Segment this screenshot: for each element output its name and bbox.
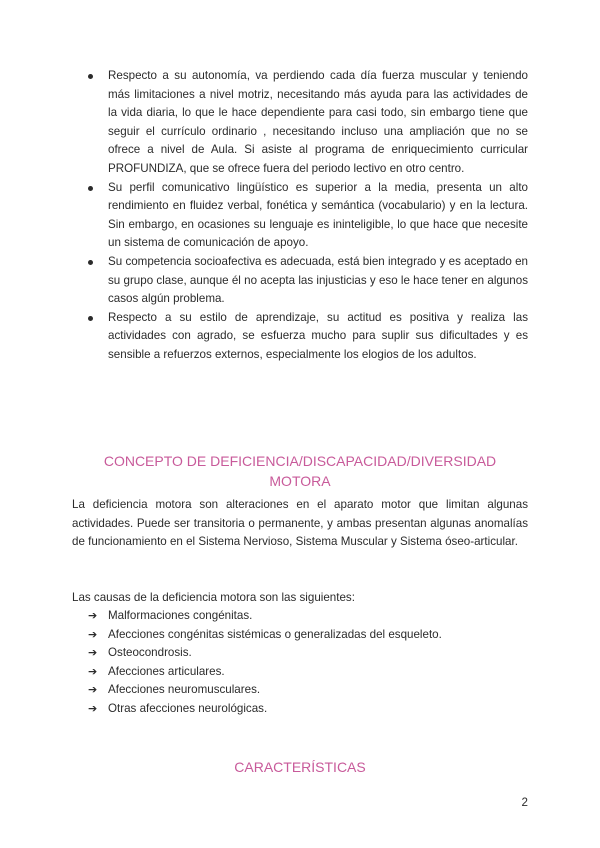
list-item: Su perfil comunicativo lingüístico es superior a la media, presenta un alto rendimiento en fluidez verbal, fonética y semántica (vocabulario) y en la lectura. Sin embargo, en ocasiones su lenguaje es ininteligible, lo que hace que necesite un sistema de comunicación de apoyo. [88,179,528,253]
bullet-icon [88,316,93,321]
list-item: ➔ Osteocondrosis. [88,644,528,663]
arrow-right-icon: ➔ [88,610,98,622]
list-item: ➔ Otras afecciones neurológicas. [88,700,528,719]
list-item: ➔ Afecciones neuromusculares. [88,681,528,700]
bullet-icon [88,74,93,79]
list-item: ➔ Afecciones congénitas sistémicas o generalizadas del esqueleto. [88,626,528,645]
list-item: ➔ Afecciones articulares. [88,663,528,682]
section-heading-concepto: CONCEPTO DE DEFICIENCIA/DISCAPACIDAD/DIVERSIDAD MOTORA [103,453,497,489]
causes-intro: Las causas de la deficiencia motora son las siguientes: [72,591,355,604]
list-item: Respecto a su estilo de aprendizaje, su actitud es positiva y realiza las actividades con agrado, se esfuerza mucho para suplir sus dificultades y es sensible a refuerzos externos, especialmente los elogios de los adultos. [88,309,528,365]
arrow-right-icon: ➔ [88,684,98,697]
definition-paragraph: La deficiencia motora son alteraciones en el aparato motor que limitan algunas actividades. Puede ser transitoria o permanente, y ambas presentan algunas anomalías de funcionamiento en el Sistema Nervioso, Sistema Muscular y Sistema óseo-articular. [72,498,528,549]
arrow-right-icon: ➔ [88,665,98,678]
list-item: ➔ Malformaciones congénitas. [88,607,528,626]
list-item: Respecto a su autonomía, va perdiendo cada día fuerza muscular y teniendo más limitaciones a nivel motriz, necesitando más ayuda para las actividades de la vida diaria, lo que le hace dependiente para casi todo, sin embargo tiene que seguir el currículo ordinario , necesitando incluso una ampliación que no se ofrece a nivel de Aula. Si asiste al programa de enriquecimiento curricular PROFUNDIZA, que se ofrece fuera del periodo lectivo en otro centro. [88,67,528,179]
arrow-right-icon: ➔ [88,702,98,715]
arrow-right-icon: ➔ [88,628,98,641]
causes-list [88,607,528,719]
list-item: Su competencia socioafectiva es adecuada, está bien integrado y es aceptado en su grupo clase, aunque él no acepta las injusticias y eso le hace tener en algunos casos algún problema. [88,253,528,309]
bullet-icon [88,260,93,265]
page-number: 2 [521,796,528,809]
arrow-right-icon: ➔ [88,647,98,660]
bullet-icon [88,186,93,191]
student-profile-list [88,67,528,365]
section-heading-caracteristicas: CARACTERÍSTICAS [234,759,366,775]
